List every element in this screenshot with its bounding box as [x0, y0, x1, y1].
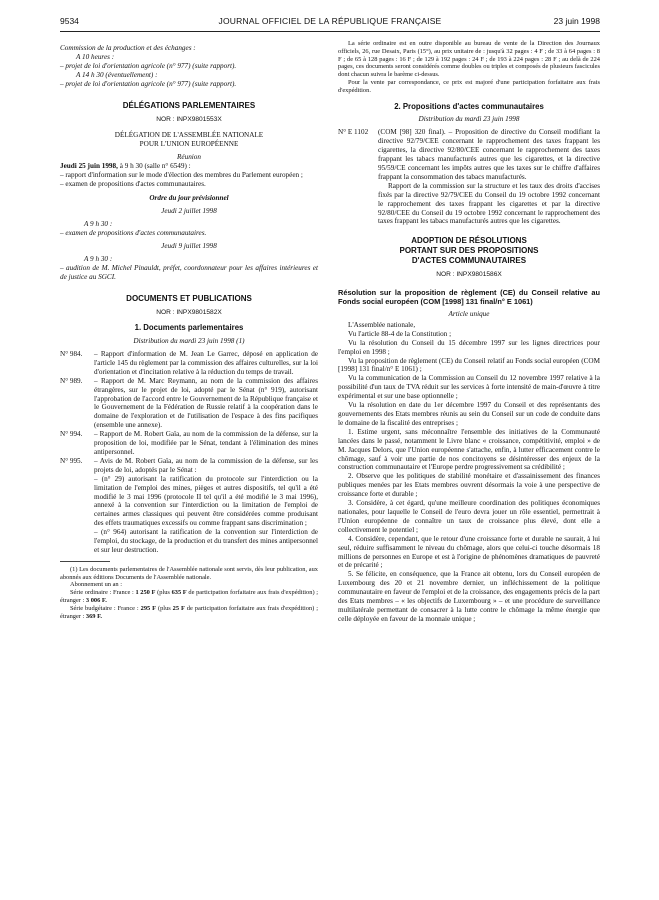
- documents-subheading: 1. Documents parlementaires: [134, 323, 244, 333]
- document-number: N° 989.: [60, 376, 83, 385]
- commission-item-1: – projet de loi d'orientation agricole (n° 977) (suite rapport).: [60, 61, 237, 70]
- serie-ordinaire: [60, 589, 318, 605]
- adoption-heading-1: ADOPTION DE RÉSOLUTIONS: [411, 236, 527, 246]
- correspondance-text: Pour la vente par correspondance, ce prix est majoré d'une participation forfaitaire aux frais d'expédition.: [338, 78, 600, 94]
- ordre-item-1: – examen de propositions d'actes communautaires.: [60, 229, 207, 238]
- journal-title: JOURNAL OFFICIEL DE LA RÉPUBLIQUE FRANÇAISE: [218, 16, 442, 26]
- document-item: [60, 457, 318, 475]
- vente-text: La série ordinaire est en outre disponible au bureau de vente de la Direction des Journaux officiels, 26, rue Desaix, Paris (15°), au prix unitaire de : jusqu'à 32 pages : 4 F ; de 33 à 64 pages : 8 F ; de 65 à 128 pages : 16 F ; de 129 à 192 pages : 24 F ; de 193 à 224 pages : 28 F ; au delà de 224 pages, ces documents seront considérés comme doubles ou triples et composés de plusieurs fascicules dont chacun suivra le barème ci-dessus.: [338, 40, 600, 79]
- commission-time-2: A 14 h 30 (éventuellement) :: [76, 70, 158, 79]
- serie-ordinaire-text-2: de participation forfaitaire aux frais d'expédition) ; étranger :: [60, 589, 319, 605]
- adoption-heading-3: D'ACTES COMMUNAUTAIRES: [411, 255, 527, 265]
- delegations-nor: NOR : INPX9801553X: [156, 116, 222, 124]
- ordre-item-2: – audition de M. Michel Pinauldt, préfet, coordonnateur pour les affaires intérieures et de justice au SGCI.: [60, 263, 318, 281]
- commission-title: Commission de la production et des échanges :: [60, 44, 196, 52]
- document-text: – Rapport de M. Robert Gaïa, au nom de la commission de la défense, sur la proposition de loi, modifiée par le Sénat, tendant à l'élimination des mines antipersonnel.: [94, 430, 318, 456]
- document-number: N° 994.: [60, 430, 83, 439]
- document-item: [60, 430, 318, 457]
- article-unique: Article unique: [448, 310, 490, 319]
- resolution-paragraph: 2. Observe que les politiques de stabilité monétaire et d'assainissement des finances publiques menées par les Etats membres ouvrent désormais la voie à une perspective de croissance forte et durable ;: [338, 472, 600, 499]
- serie-budgetaire-text: (plus: [156, 604, 173, 612]
- ordre-date-2: Jeudi 9 juillet 1998: [161, 242, 217, 251]
- right-column: [338, 36, 600, 624]
- serie-budgetaire-price: 295 F: [140, 604, 157, 612]
- serie-ordinaire-foreign: 3 006 F.: [85, 597, 107, 605]
- resolution-paragraph: L'Assemblée nationale,: [348, 320, 416, 329]
- delegation-name: DÉLÉGATION DE L'ASSEMBLÉE NATIONALE POUR L'UNION EUROPÉENNE: [114, 131, 264, 148]
- document-text: – Avis de M. Robert Gaïa, au nom de la commission de la défense, sur les projets de loi, adoptés par le Sénat :: [94, 456, 318, 474]
- commission-item-2: – projet de loi d'orientation agricole (n° 977) (suite rapport).: [60, 79, 237, 88]
- resolution-paragraph: Vu la résolution du Conseil du 15 décembre 1997 sur les lignes directrices pour l'emploi en 1998 ;: [338, 338, 600, 356]
- resolution-paragraph: 5. Se félicite, en conséquence, que la France ait obtenu, lors du Conseil européen de Luxembourg des 20 et 21 novembre dernier, un infléchissement de la politique communautaire en faveur de l'emploi et de la croissance, des engagements précis de la part des Etats membres – « les objectifs de Luxembourg » – et une procédure de surveillance multilatérale permettant de consacrer à la lutte contre le chômage la même énergie que celle déployée en faveur de la monnaie unique ;: [338, 570, 600, 623]
- document-subitem-1: – (n° 29) autorisant la ratification du protocole sur l'interdiction ou la limitation de l'emploi des mines, pièges et autres dispositifs, tel qu'il a été modifié le 3 mai 1996 (protocole II tel qu'il a été modifié le 3 mai 1996), annexé à la convention sur l'interdiction ou la limitation de l'emploi de certaines armes classiques qui peuvent être considérées comme produisant des effets traumatiques excessifs ou comme frappant sans discrimination ;: [94, 474, 318, 528]
- serie-budgetaire: [60, 605, 318, 621]
- page-header: [60, 16, 600, 30]
- document-item: [60, 350, 318, 377]
- left-column: [60, 36, 318, 620]
- commission-time-1: A 10 heures :: [76, 52, 115, 61]
- page-number: 9534: [60, 16, 79, 26]
- issue-date: 23 juin 1998: [553, 16, 600, 26]
- propositions-distribution: Distribution du mardi 23 juin 1998: [418, 115, 520, 124]
- reunion-item-1: – rapport d'information sur le mode d'élection des membres du Parlement européen ;: [60, 170, 303, 179]
- adoption-heading-2: PORTANT SUR DES PROPOSITIONS: [399, 245, 539, 255]
- proposition-text: (COM [98] 320 final). – Proposition de directive du Conseil modifiant la directive 92/79/CEE concernant le rapprochement des taxes frappant les cigarettes, la directive 92/80/CEE concernant le rapprochement des taxes frappant les tabacs manufacturés autres que les cigarettes, et la directive 95/59/CE concernant les impôts autres que les taxes sur le chiffre d'affaires frappant la consommation des tabacs manufacturés.: [378, 128, 600, 181]
- serie-budgetaire-label: Série budgétaire : France :: [70, 604, 141, 612]
- proposition-rapport: Rapport de la commission sur la structure et les taux des droits d'accises fixés par la directive 92/79/CEE du Conseil du 19 octobre 1992 concernant le rapprochement des taxes frappant les cigarettes et par la directive 92/80/CEE du Conseil du 19 octobre 1992 concernant le rapprochement des taxes frappant les tabacs manufacturés autres que les cigarettes.: [378, 181, 600, 226]
- ordre-date-1: Jeudi 2 juillet 1998: [161, 207, 217, 216]
- document-number: N° 995.: [60, 456, 83, 465]
- reunion-label: Réunion: [177, 152, 201, 161]
- adoption-nor: NOR : INPX9801586X: [436, 271, 502, 279]
- resolution-title: Résolution sur la proposition de règlement (CE) du Conseil relative au Fonds social européen (COM [1998] 131 final/n° E 1061): [338, 288, 600, 307]
- resolution-paragraph: Vu l'article 88-4 de la Constitution ;: [348, 329, 452, 338]
- documents-heading: DOCUMENTS ET PUBLICATIONS: [126, 293, 252, 303]
- document-item: [60, 377, 318, 430]
- resolution-paragraph: 1. Estime urgent, sans méconnaître l'ensemble des initiatives de la Communauté lancées dans le passé, notamment le Livre blanc « croissance, compétitivité, emploi » de M. Jacques Delors, que l'Union européenne s'attache, enfin, à lutter efficacement contre le chômage, sauf à voir une partie de nos concitoyens se désintéresser des enjeux de la construction communautaire et l'Europe perdre progressivement sa crédibilité ;: [338, 427, 600, 472]
- resolution-paragraph: 4. Considère, cependant, que le retour d'une croissance forte et durable ne saurait, à lui seul, réduire suffisamment le niveau du chômage, alors que celui-ci touche désormais 18 millions de personnes en Europe et est à l'origine de phénomènes dramatiques de pauvreté et de précarité ;: [338, 534, 600, 570]
- serie-budgetaire-participation: 25 F: [172, 604, 185, 612]
- ordre-label: Ordre du jour prévisionnel: [149, 194, 229, 203]
- serie-ordinaire-label: Série ordinaire : France :: [70, 589, 136, 597]
- serie-ordinaire-price: 1 250 F: [135, 589, 156, 597]
- serie-budgetaire-text-2: de participation forfaitaire aux frais d'expédition) ; étranger :: [60, 604, 318, 620]
- footnote-rule: [60, 561, 110, 562]
- serie-budgetaire-foreign: 369 F.: [85, 612, 103, 620]
- proposition-item: [338, 128, 600, 181]
- document-text: – Rapport d'information de M. Jean Le Garrec, déposé en application de l'article 145 du règlement par la commission des affaires culturelles, sur la loi d'orientation et d'incitation relative à la réduction du temps de travail.: [94, 350, 318, 376]
- abonnement-label: Abonnement un an :: [70, 581, 123, 589]
- reunion-date-rest: à 9 h 30 (salle n° 6549) :: [117, 161, 191, 170]
- ordre-time-1: A 9 h 30 :: [84, 220, 113, 229]
- delegations-heading: DÉLÉGATIONS PARLEMENTAIRES: [122, 100, 256, 110]
- ordre-time-2: A 9 h 30 :: [84, 255, 113, 263]
- document-text: – Rapport de M. Marc Reymann, au nom de la commission des affaires étrangères, sur le projet de loi, adopté par le Sénat (n° 919), autorisant l'approbation de l'accord entre le Gouvernement de la République française et le Gouvernement de la Fédération de Russie relatif à la coopération dans le domaine de l'exploration et de l'utilisation de l'espace à des fins pacifiques (ensemble une annexe).: [94, 376, 318, 430]
- resolution-paragraph: 3. Considère, à cet égard, qu'une meilleure coordination des politiques économiques nationales, pour laquelle le Conseil de l'euro devra jouer un rôle essentiel, permettrait à l'Union européenne de connaître un taux de croissance plus élevé, dont elle a collectivement le potentiel ;: [338, 499, 600, 534]
- reunion-date: Jeudi 25 juin 1998,: [60, 161, 118, 170]
- resolution-paragraph: Vu la résolution en date du 1er décembre 1997 du Conseil et des représentants des gouvernements des Etats membres réunis au sein du Conseil sur un code de conduite dans le domaine de la fiscalité des entreprises ;: [338, 401, 600, 427]
- footnote: (1) Les documents parlementaires de l'Assemblée nationale sont servis, dès leur publication, aux abonnés aux éditions Documents de l'Assemblée nationale.: [60, 565, 318, 581]
- document-subitem-2: – (n° 964) autorisant la ratification de la convention sur l'interdiction de l'emploi, du stockage, de la production et du transfert des mines antipersonnel et sur leur destruction.: [94, 528, 318, 554]
- document-number: N° 984.: [60, 350, 83, 359]
- propositions-heading: 2. Propositions d'actes communautaires: [394, 101, 544, 111]
- documents-distribution: Distribution du mardi 23 juin 1998 (1): [133, 337, 245, 346]
- documents-nor: NOR : INPX9801582X: [156, 309, 222, 317]
- reunion-item-2: – examen de propositions d'actes communautaires.: [60, 179, 206, 188]
- resolution-paragraph: Vu la communication de la Commission au Conseil du 12 novembre 1997 relative à la possibilité d'un taux de TVA réduit sur les services à forte intensité de main-d'œuvre à titre expérimental et sur une base optionnelle ;: [338, 374, 600, 401]
- proposition-number: N° E 1102: [338, 128, 369, 137]
- resolution-paragraph: Vu la proposition de règlement (CE) du Conseil relatif au Fonds social européen (COM [1998] 131 final/n° E 1061) ;: [338, 356, 600, 374]
- serie-ordinaire-text: (plus: [155, 589, 172, 597]
- header-rule: [60, 31, 600, 32]
- reunion-date-line: [60, 162, 318, 171]
- serie-ordinaire-participation: 635 F: [171, 589, 187, 597]
